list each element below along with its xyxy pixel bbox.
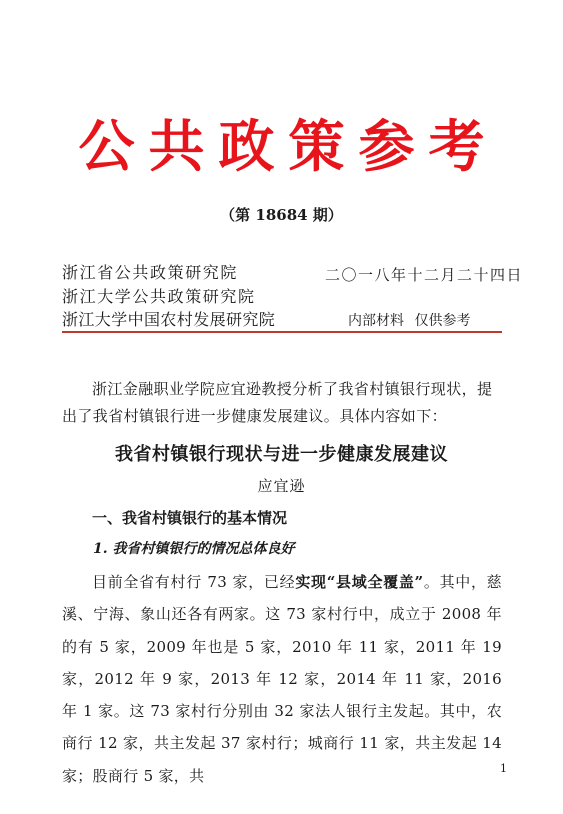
issue-date: 二〇一八年十二月二十四日 (325, 266, 524, 284)
institution-2: 浙江大学公共政策研究院 (62, 287, 256, 306)
section-heading: 一、我省村镇银行的基本情况 (92, 509, 288, 527)
subsection-heading: 1. 我省村镇银行的情况总体良好 (93, 541, 295, 557)
issue-number: （第 18684 期） (220, 206, 343, 224)
body-text-lead: 目前全省有村行 73 家，已经 (92, 573, 296, 591)
page-number: 1 (500, 762, 507, 775)
institution-1: 浙江省公共政策研究院 (62, 263, 239, 282)
article-title: 我省村镇银行现状与进一步健康发展建议 (115, 444, 448, 465)
article-author: 应宜逊 (257, 477, 306, 495)
body-text-emphasis: 实现“县域全覆盖” (295, 573, 424, 591)
masthead-title: 公共政策参考 (78, 114, 499, 180)
body-paragraph (62, 566, 502, 792)
internal-note: 内部材料 仅供参考 (348, 313, 471, 329)
intro-paragraph: 浙江金融职业学院应宜逊教授分析了我省村镇银行现状，提出了我省村镇银行进一步健康发展建议。具体内容如下： (62, 380, 493, 425)
institution-3: 浙江大学中国农村发展研究院 (62, 310, 276, 329)
body-text-rest: 。其中，慈溪、宁海、象山还各有两家。这 73 家村行中，成立于 2008 年的有 5 家，2009 年也是 5 家，2010 年 11 家，2011 年 19 家，2012 年 9 家，2013 年 12 家，2014 年 11 家，2016 年 1 家。这 73 家村行分别由 32 家法人银行主发起。其中，农商行 12 家，共主发起 37 家村行；城商行 11 家，共主发起 14 家；股商行 5 家，共 (62, 573, 502, 785)
header-divider (62, 331, 502, 333)
